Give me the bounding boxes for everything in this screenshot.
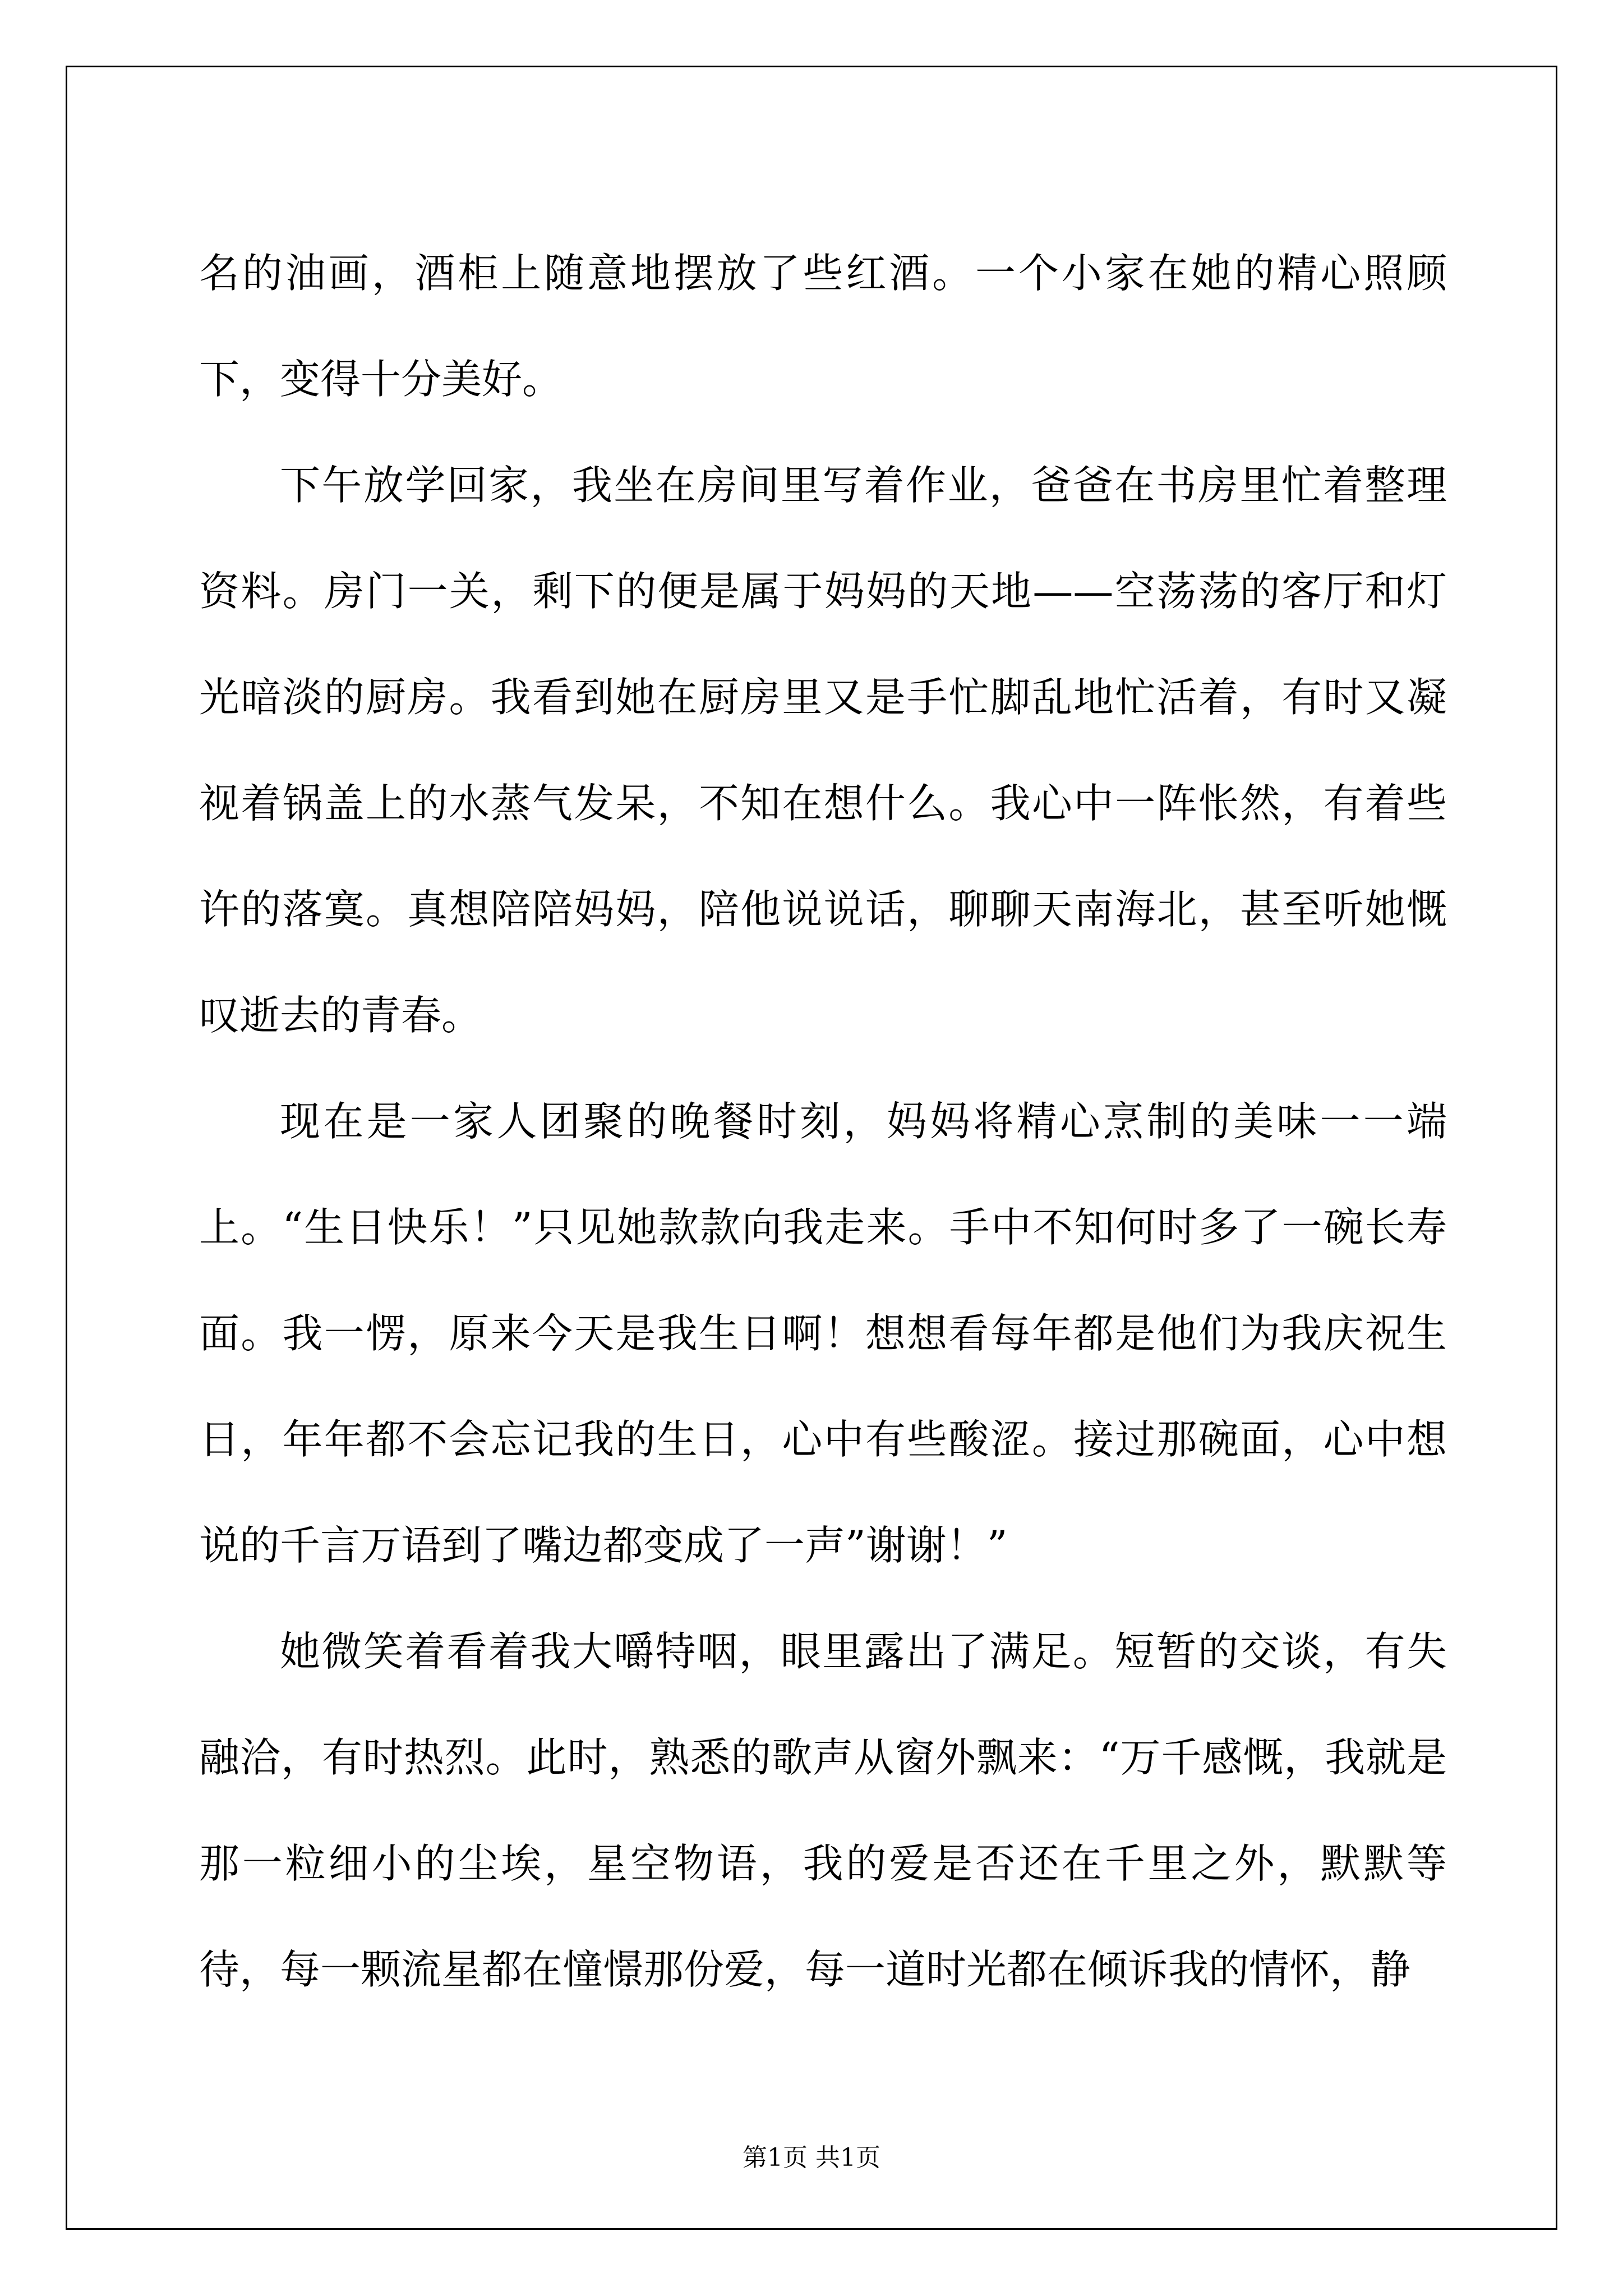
paragraph-2: 下午放学回家，我坐在房间里写着作业，爸爸在书房里忙着整理资料。房门一关，剩下的便是属于妈妈的天地——空荡荡的客厅和灯光暗淡的厨房。我看到她在厨房里又是手忙脚乱地忙活着，有时又凝视着锅盖上的水蒸气发呆，不知在想什么。我心中一阵怅然，有着些许的落寞。真想陪陪妈妈，陪他说说话，聊聊天南海北，甚至听她慨叹逝去的青春。	[199, 462, 1447, 1039]
document-body	[199, 220, 1447, 2023]
paragraph-3: 现在是一家人团聚的晚餐时刻，妈妈将精心烹制的美味一一端上。“生日快乐！”只见她款款向我走来。手中不知何时多了一碗长寿面。我一愣，原来今天是我生日啊！想想看每年都是他们为我庆祝生日，年年都不会忘记我的生日，心中有些酸涩。接过那碗面，心中想说的千言万语到了嘴边都变成了一声”谢谢！”	[199, 1098, 1447, 1569]
paragraph-1: 名的油画，酒柜上随意地摆放了些红酒。一个小家在她的精心照顾下，变得十分美好。	[199, 250, 1447, 403]
paragraph-4: 她微笑着看着我大嚼特咽，眼里露出了满足。短暂的交谈，有失融洽，有时热烈。此时，熟悉的歌声从窗外飘来：“万千感慨，我就是那一粒细小的尘埃，星空物语，我的爱是否还在千里之外，默默等待，每一颗流星都在憧憬那份爱，每一道时光都在倾诉我的情怀，静	[199, 1628, 1447, 1993]
page-footer: 第1页 共1页	[743, 2143, 880, 2172]
